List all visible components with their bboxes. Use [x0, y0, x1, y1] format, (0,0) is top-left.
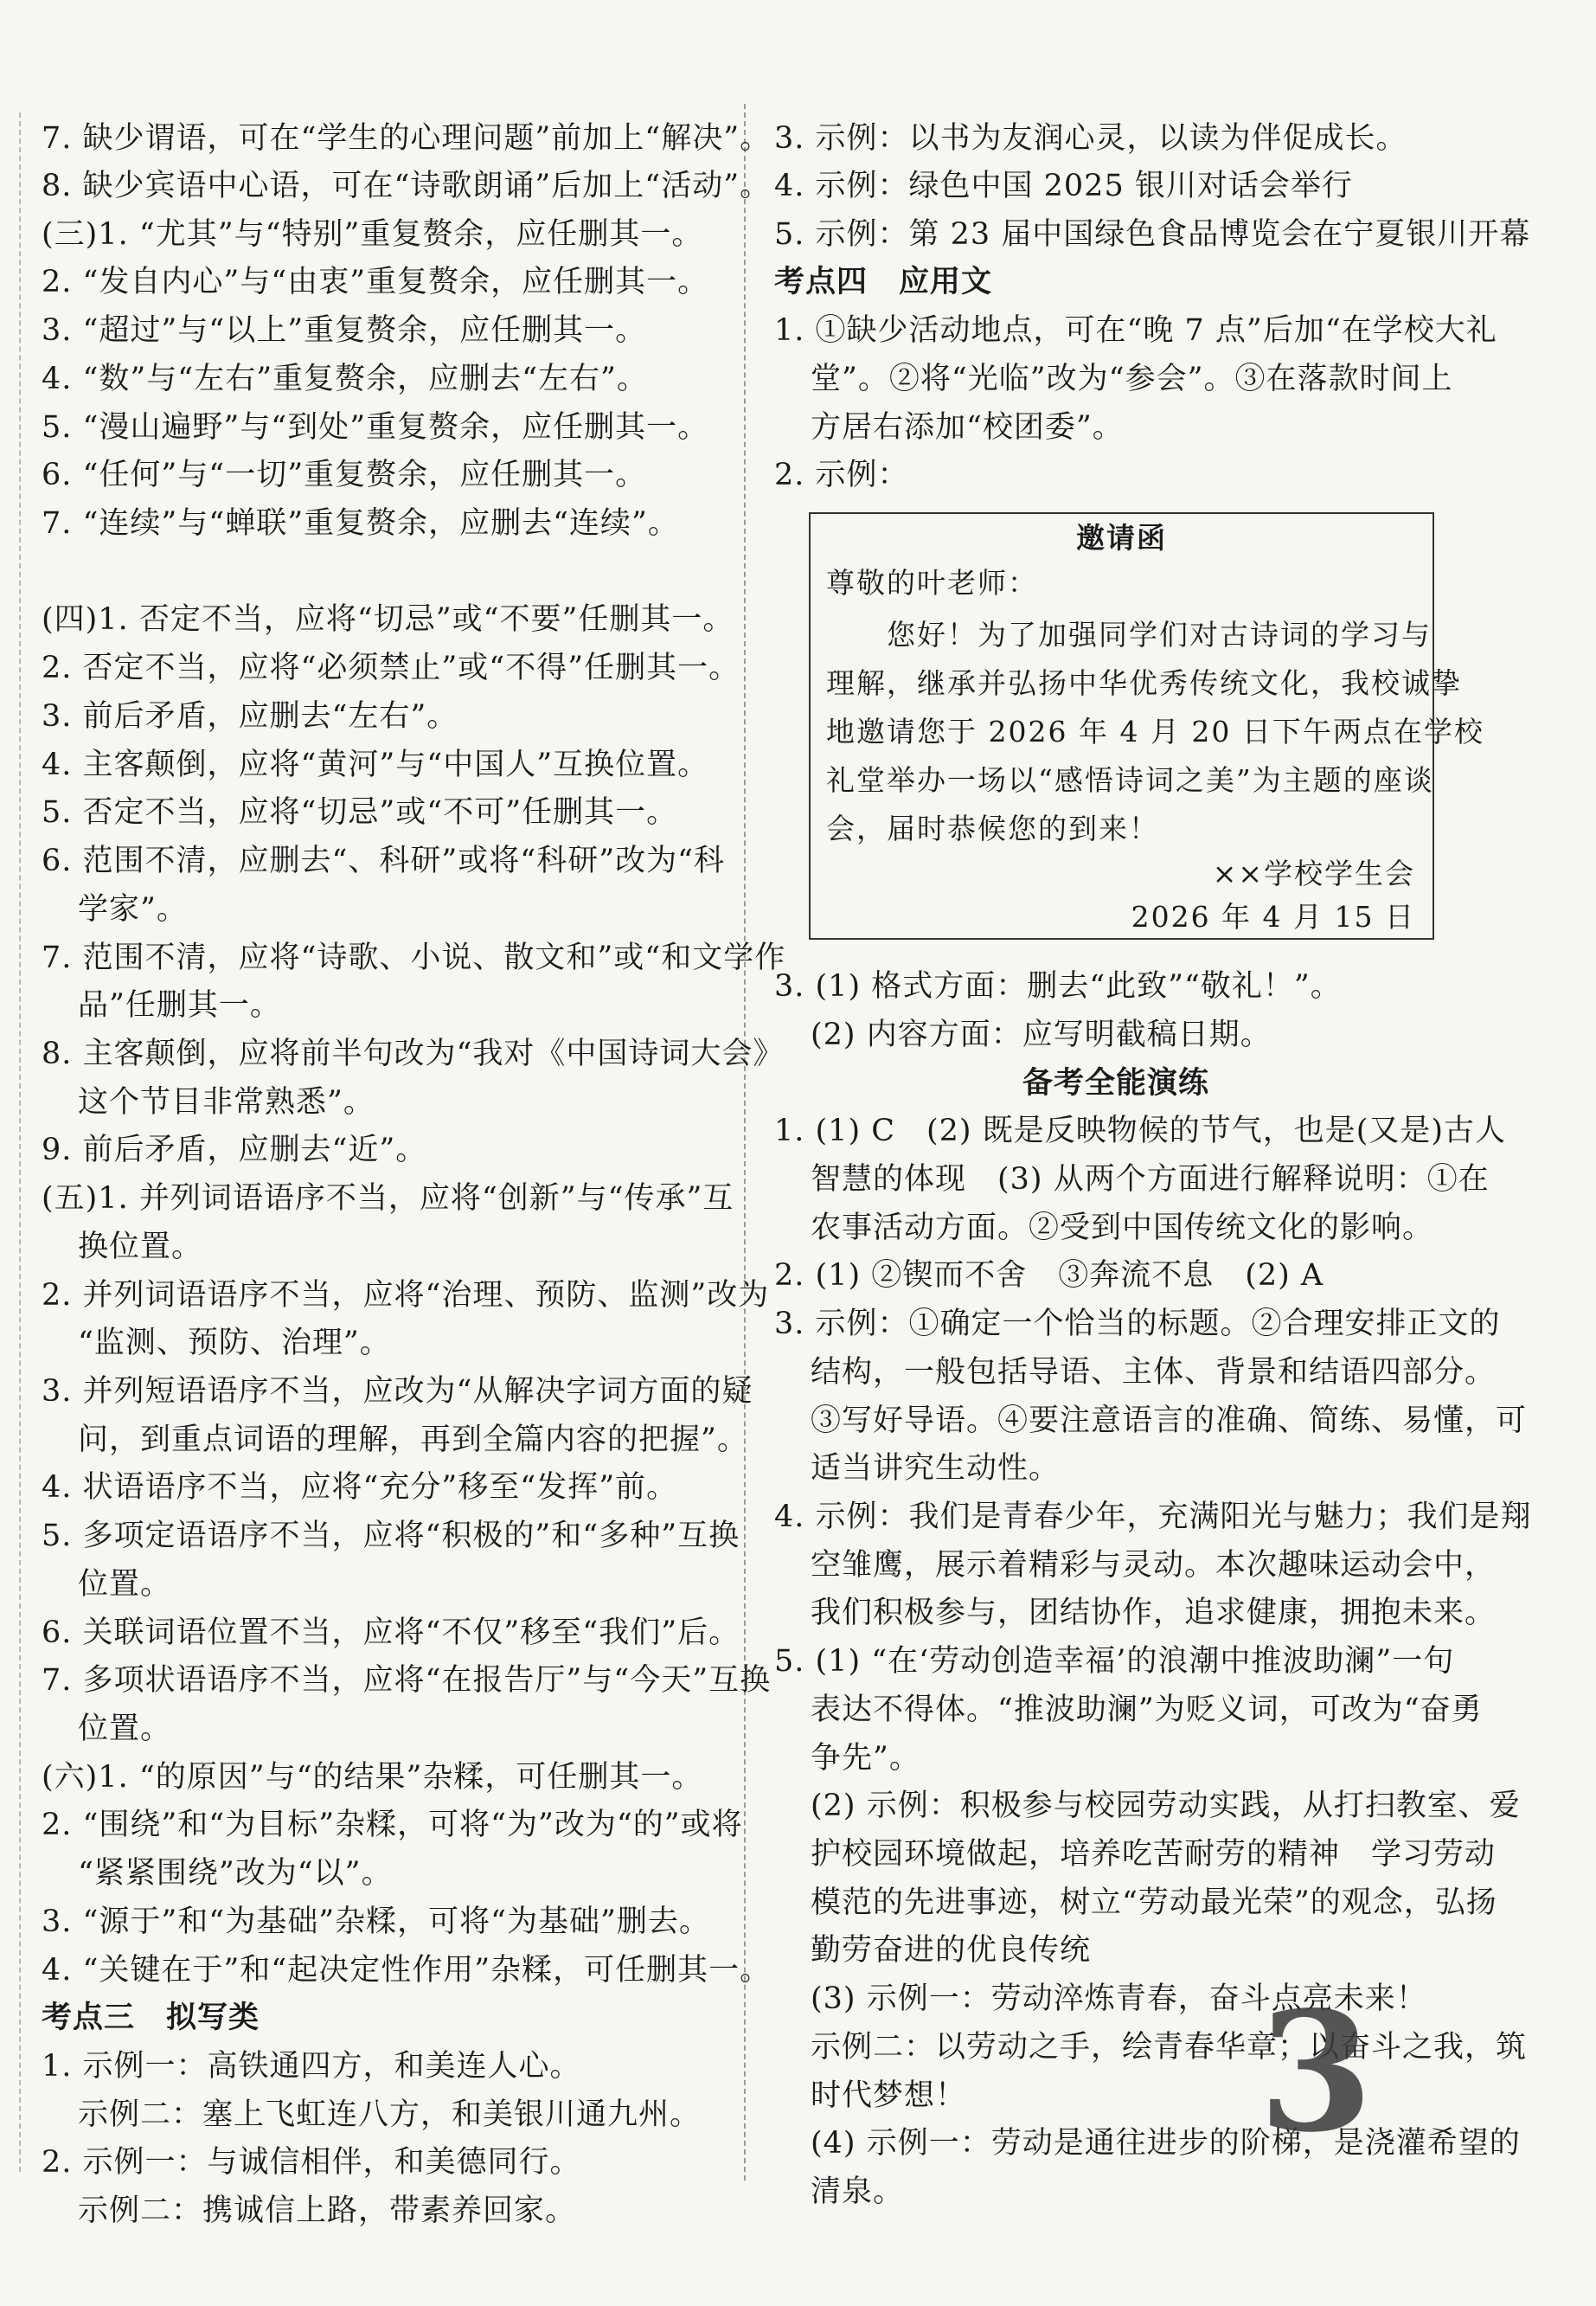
answer-line: 1. 示例一：高铁通四方，和美连人心。: [42, 2049, 581, 2084]
answer-line-cont: 时代梦想！: [811, 2078, 967, 2113]
letter-body-line: 理解，继承并弘扬中华优秀传统文化，我校诚挚: [826, 666, 1462, 700]
answer-line-cont: “紧紧围绕”改为“以”。: [78, 1856, 393, 1891]
answer-line: 7. 范围不清，应将“诗歌、小说、散文和”或“和文学作: [42, 941, 786, 975]
answer-line-cont: 这个节目非常熟悉”。: [78, 1085, 375, 1120]
page-number: 3: [1259, 1975, 1374, 2168]
answer-line: 4. 状语语序不当，应将“充分”移至“发挥”前。: [42, 1470, 678, 1505]
left-margin-dashed-line: [19, 112, 21, 2172]
letter-date: 2026 年 4 月 15 日: [1131, 900, 1415, 934]
answer-line: 6. “任何”与“一切”重复赘余，应任删其一。: [42, 458, 647, 492]
answer-line-cont: 空雏鹰，展示着精彩与灵动。本次趣味运动会中，: [811, 1548, 1497, 1583]
answer-line: 3. “超过”与“以上”重复赘余，应任删其一。: [42, 313, 647, 348]
answer-line-cont: 问，到重点词语的理解，再到全篇内容的把握”。: [78, 1423, 748, 1457]
answer-line-cont: 位置。: [78, 1567, 172, 1602]
answer-line-cont: (4) 示例一：劳动是通往进步的阶梯，是浇灌希望的: [811, 2126, 1521, 2161]
answer-line-cont: 示例二：携诚信上路，带素养回家。: [78, 2194, 577, 2228]
letter-title: 邀请函: [1076, 521, 1167, 555]
section-heading: 考点三 拟写类: [42, 2001, 260, 2035]
answer-line: 2. 否定不当，应将“必须禁止”或“不得”任删其一。: [42, 651, 740, 685]
answer-line: 7. 多项状语语序不当，应将“在报告厅”与“今天”互换: [42, 1663, 772, 1698]
answer-line-cont: 适当讲究生动性。: [811, 1451, 1061, 1486]
answer-line: 4. 主客颠倒，应将“黄河”与“中国人”互换位置。: [42, 748, 709, 782]
answer-line: 7. “连续”与“蝉联”重复赘余，应删去“连续”。: [42, 506, 679, 541]
answer-line-cont: “监测、预防、治理”。: [78, 1326, 391, 1360]
answer-line-cont: 学家”。: [78, 892, 188, 927]
answer-line-cont: 示例二：以劳动之手，绘青春华章；以奋斗之我，筑: [811, 2030, 1528, 2065]
answer-line-cont: 换位置。: [78, 1230, 203, 1264]
section-heading: 备考全能演练: [1022, 1066, 1209, 1101]
answer-line-cont: 我们积极参与，团结协作，追求健康，拥抱未来。: [811, 1596, 1497, 1630]
letter-body-line: 地邀请您于 2026 年 4 月 20 日下午两点在学校: [826, 715, 1484, 748]
answer-line: 2. 示例一：与诚信相伴，和美德同行。: [42, 2145, 581, 2180]
letter-signature: ××学校学生会: [1212, 857, 1415, 890]
answer-line: 3. 示例：以书为友润心灵，以读为伴促成长。: [774, 121, 1407, 156]
answer-line: 3. 前后矛盾，应删去“左右”。: [42, 699, 458, 734]
answer-line: 2. “围绕”和“为目标”杂糅，可将“为”改为“的”或将: [42, 1808, 743, 1842]
letter-body-line: 您好！为了加强同学们对古诗词的学习与: [887, 618, 1432, 652]
letter-greeting: 尊敬的叶老师：: [826, 566, 1038, 600]
answer-line-cont: 护校园环境做起，培养吃苦耐劳的精神 学习劳动: [811, 1837, 1497, 1872]
answer-line-cont: 堂”。②将“光临”改为“参会”。③在落款时间上: [811, 362, 1453, 396]
letter-body-line: 会，届时恭候您的到来！: [826, 812, 1159, 845]
answer-line: 2. (1) ②锲而不舍 ③奔流不息 (2) A: [774, 1258, 1324, 1293]
answer-line-cont: 示例二：塞上飞虹连八方，和美银川通九州。: [78, 2097, 702, 2132]
answer-line: 4. “数”与“左右”重复赘余，应删去“左右”。: [42, 362, 648, 396]
answer-line: 9. 前后矛盾，应删去“近”。: [42, 1133, 427, 1167]
invitation-letter-box: [809, 512, 1484, 940]
answer-line: 1. (1) C (2) 既是反映物候的节气，也是(又是)古人: [774, 1114, 1507, 1148]
answer-line: 1. ①缺少活动地点，可在“晚 7 点”后加“在学校大礼: [774, 313, 1497, 348]
answer-line: 8. 缺少宾语中心语，可在“诗歌朗诵”后加上“活动”。: [42, 169, 772, 203]
answer-line-cont: 表达不得体。“推波助澜”为贬义词，可改为“奋勇: [811, 1693, 1483, 1727]
answer-line-cont: 争先”。: [811, 1741, 920, 1776]
answer-line: 2. “发自内心”与“由衷”重复赘余，应任删其一。: [42, 265, 709, 299]
answer-line: 4. “关键在于”和“起决定性作用”杂糅，可任删其一。: [42, 1953, 772, 1988]
answer-line: 5. 否定不当，应将“切忌”或“不可”任删其一。: [42, 795, 678, 830]
answer-line-cont: (3) 示例一：劳动淬炼青春，奋斗点亮未来！: [811, 1982, 1427, 2016]
answer-line-cont: 品”任删其一。: [78, 988, 281, 1023]
answer-line: 5. 示例：第 23 届中国绿色食品博览会在宁夏银川开幕: [774, 217, 1531, 252]
answer-line: 7. 缺少谓语，可在“学生的心理问题”前加上“解决”。: [42, 121, 772, 156]
answer-line: 3. (1) 格式方面：删去“此致”“敬礼！”。: [774, 969, 1342, 1004]
answer-line-cont: 清泉。: [811, 2174, 905, 2209]
answer-line: 2. 示例：: [774, 458, 909, 492]
answer-line: (五)1. 并列词语语序不当，应将“创新”与“传承”互: [42, 1181, 734, 1216]
answer-line-cont: 方居右添加“校团委”。: [811, 410, 1124, 445]
answer-line: 5. (1) “在‘劳动创造幸福’的浪潮中推波助澜”一句: [774, 1644, 1455, 1679]
letter-body-line: 礼堂举办一场以“感悟诗词之美”为主题的座谈: [826, 763, 1434, 797]
answer-line-cont: ③写好导语。④要注意语言的准确、简练、易懂，可: [811, 1404, 1528, 1438]
answer-line: 4. 示例：绿色中国 2025 银川对话会举行: [774, 169, 1353, 203]
answer-line-cont: (2) 内容方面：应写明截稿日期。: [811, 1018, 1272, 1052]
answer-line: 3. 并列短语语序不当，应改为“从解决字词方面的疑: [42, 1374, 753, 1409]
answer-line: 8. 主客颠倒，应将前半句改为“我对《中国诗词大会》: [42, 1037, 785, 1071]
answer-line: (六)1. “的原因”与“的结果”杂糅，可任删其一。: [42, 1760, 703, 1795]
answer-line: 5. “漫山遍野”与“到处”重复赘余，应任删其一。: [42, 410, 709, 445]
answer-line: 2. 并列词语语序不当，应将“治理、预防、监测”改为: [42, 1278, 770, 1313]
answer-line: 6. 范围不清，应删去“、科研”或将“科研”改为“科: [42, 844, 725, 878]
section-heading: 考点四 应用文: [774, 265, 993, 299]
answer-line-cont: 位置。: [78, 1712, 172, 1746]
answer-line-cont: 智慧的体现 (3) 从两个方面进行解释说明：①在: [811, 1162, 1490, 1197]
answer-line-cont: 勤劳奋进的优良传统: [811, 1933, 1092, 1968]
answer-line: 4. 示例：我们是青春少年，充满阳光与魅力；我们是翔: [774, 1500, 1532, 1534]
answer-line-cont: 农事活动方面。②受到中国传统文化的影响。: [811, 1211, 1434, 1245]
column-divider: [744, 104, 746, 2181]
answer-line: 3. “源于”和“为基础”杂糅，可将“为基础”删去。: [42, 1905, 710, 1939]
answer-line: 5. 多项定语语序不当，应将“积极的”和“多种”互换: [42, 1519, 740, 1553]
answer-line: (三)1. “尤其”与“特别”重复赘余，应任删其一。: [42, 217, 703, 252]
answer-line: (四)1. 否定不当，应将“切忌”或“不要”任删其一。: [42, 602, 734, 637]
answer-line: 3. 示例：①确定一个恰当的标题。②合理安排正文的: [774, 1307, 1501, 1341]
answer-line-cont: (2) 示例：积极参与校园劳动实践，从打扫教室、爱: [811, 1789, 1521, 1823]
answer-line: 6. 关联词语位置不当，应将“不仅”移至“我们”后。: [42, 1615, 740, 1650]
answer-line-cont: 结构，一般包括导语、主体、背景和结语四部分。: [811, 1355, 1497, 1390]
answer-line-cont: 模范的先进事迹，树立“劳动最光荣”的观念，弘扬: [811, 1885, 1497, 1920]
